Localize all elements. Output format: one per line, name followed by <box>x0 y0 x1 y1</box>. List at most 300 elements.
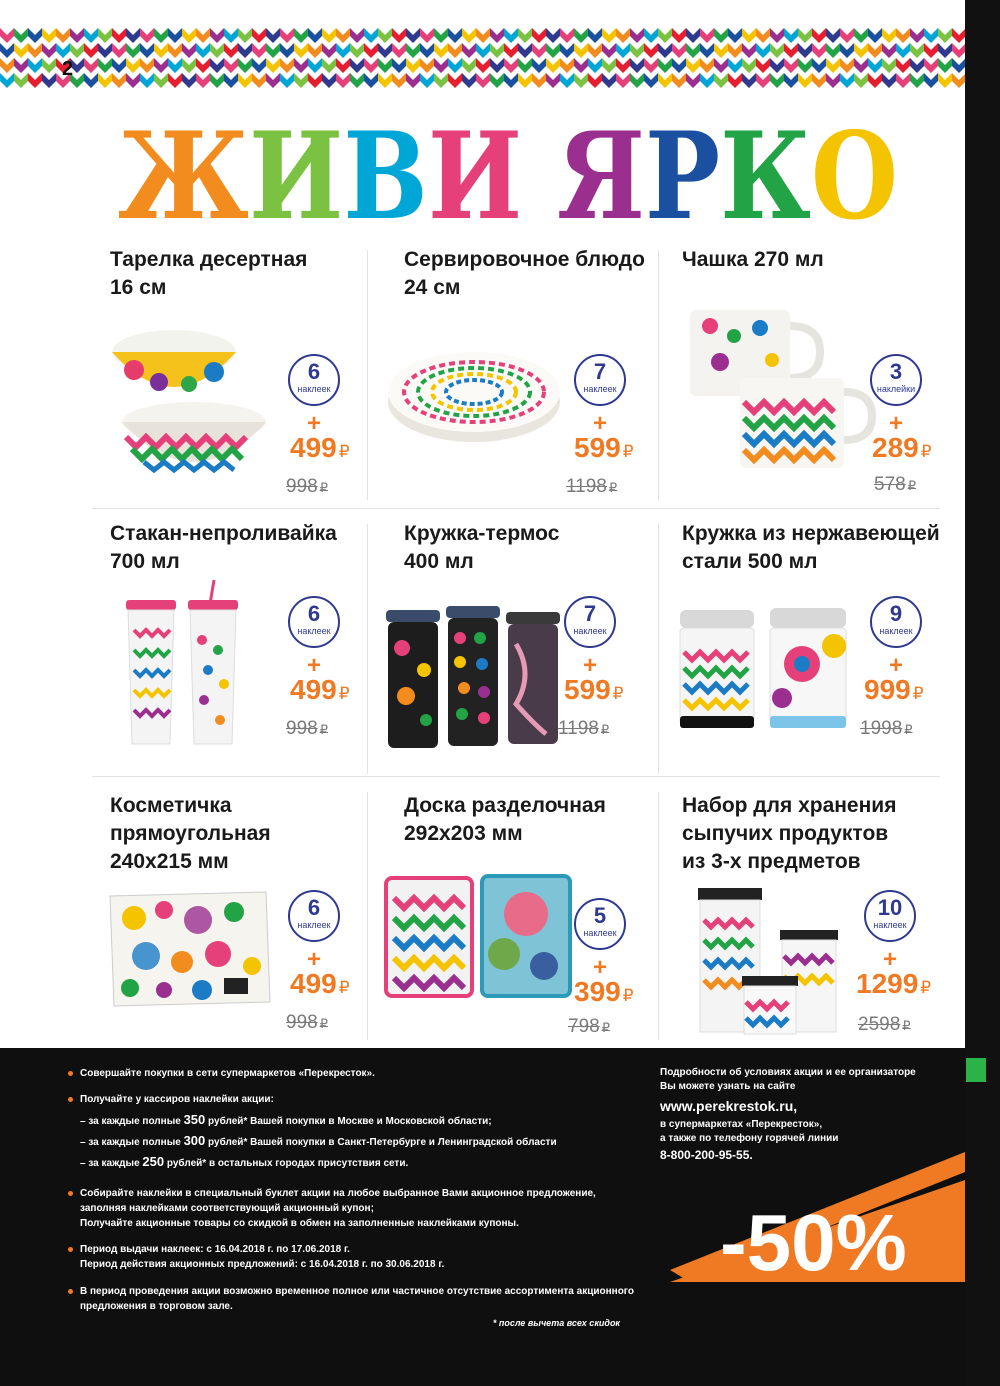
zigzag-segment <box>308 73 322 88</box>
mugs-image <box>684 306 874 476</box>
zigzag-segment <box>546 58 560 73</box>
zigzag-segment <box>546 43 560 58</box>
zigzag-segment <box>406 73 420 88</box>
details-text: Подробности об условиях акции и ее организаторе Вы можете узнать на сайте <box>660 1067 916 1092</box>
zigzag-segment <box>14 28 28 43</box>
zigzag-segment <box>798 28 812 43</box>
stickers-badge <box>864 890 916 942</box>
old-price-value: 998 <box>286 718 318 739</box>
zigzag-segment <box>406 43 420 58</box>
product-title: Чашка 270 мл <box>682 248 824 271</box>
zigzag-segment <box>812 28 826 43</box>
stickers-count: 6 <box>307 601 321 626</box>
zigzag-segment <box>868 58 882 73</box>
zigzag-segment <box>952 58 966 73</box>
zigzag-segment <box>42 73 56 88</box>
zigzag-segment <box>644 73 658 88</box>
price-value: 599 <box>564 674 611 705</box>
zigzag-segment <box>854 58 868 73</box>
currency: ₽ <box>338 978 350 997</box>
price-value: 289 <box>872 432 919 463</box>
zigzag-segment <box>182 43 196 58</box>
zigzag-segment <box>154 43 168 58</box>
zigzag-segment <box>840 28 854 43</box>
zigzag-segment <box>140 73 154 88</box>
bowls-image <box>104 312 264 482</box>
zigzag-segment <box>322 58 336 73</box>
old-price-value: 1198 <box>566 476 607 497</box>
product-card[interactable] <box>664 514 947 784</box>
zigzag-segment <box>658 28 672 43</box>
zigzag-segment <box>308 43 322 58</box>
zigzag-segment <box>308 58 322 73</box>
zigzag-segment <box>56 43 70 58</box>
zigzag-segment <box>826 73 840 88</box>
stickers-word: наклеек <box>297 920 331 930</box>
zigzag-segment <box>308 28 322 43</box>
old-price <box>286 1012 328 1034</box>
plus-sign: + <box>882 946 897 973</box>
zigzag-segment <box>126 73 140 88</box>
zigzag-segment <box>896 73 910 88</box>
zigzag-segment <box>630 73 644 88</box>
zigzag-segment <box>742 58 756 73</box>
zigzag-segment <box>84 43 98 58</box>
zigzag-segment <box>546 28 560 43</box>
stickers-count: 9 <box>889 601 903 626</box>
zigzag-segment <box>350 58 364 73</box>
currency: ₽ <box>622 986 634 1005</box>
stickers-word: наклеек <box>879 626 913 636</box>
zigzag-segment <box>336 58 350 73</box>
terms-text: – за каждые <box>80 1158 143 1169</box>
zigzag-segment <box>98 58 112 73</box>
zigzag-segment <box>882 73 896 88</box>
zigzag-segment <box>658 43 672 58</box>
zigzag-segment <box>378 73 392 88</box>
product-title: Стакан-непроливайка 700 мл <box>110 522 337 573</box>
zigzag-segment <box>518 28 532 43</box>
terms-sub-line <box>80 1112 640 1129</box>
zigzag-segment <box>182 28 196 43</box>
zigzag-segment <box>756 43 770 58</box>
zigzag-segment <box>364 58 378 73</box>
product-card[interactable] <box>384 514 667 784</box>
zigzag-segment <box>910 58 924 73</box>
discount-ribbon <box>670 1142 965 1287</box>
stickers-count: 3 <box>889 359 903 384</box>
zigzag-segment <box>42 43 56 58</box>
zigzag-segment <box>336 43 350 58</box>
product-grid <box>92 240 940 1040</box>
old-price-value: 998 <box>286 476 318 497</box>
zigzag-segment <box>602 43 616 58</box>
cutting-boards-image <box>384 874 574 1004</box>
zigzag-segment <box>518 43 532 58</box>
zigzag-segment <box>770 43 784 58</box>
plus-sign: + <box>306 652 321 679</box>
zigzag-segment <box>238 43 252 58</box>
zigzag-segment <box>882 43 896 58</box>
terms-amount: 350 <box>183 1112 206 1127</box>
old-price <box>558 718 609 740</box>
product-card[interactable] <box>384 786 667 1056</box>
old-price-value: 578 <box>874 474 906 495</box>
zigzag-segment <box>658 73 672 88</box>
zigzag-segment <box>896 28 910 43</box>
zigzag-segment <box>98 28 112 43</box>
zigzag-segment <box>504 58 518 73</box>
zigzag-segment <box>672 58 686 73</box>
zigzag-segment <box>98 73 112 88</box>
zigzag-segment <box>378 58 392 73</box>
old-price <box>286 476 328 498</box>
zigzag-segment <box>490 73 504 88</box>
zigzag-segment <box>294 28 308 43</box>
zigzag-segment <box>420 43 434 58</box>
zigzag-segment <box>798 58 812 73</box>
zigzag-segment <box>42 58 56 73</box>
old-price-value: 1998 <box>860 718 903 739</box>
website-link[interactable]: www.perekrestok.ru, <box>660 1098 798 1114</box>
stickers-count: 7 <box>583 601 597 626</box>
zigzag-segment <box>28 73 42 88</box>
zigzag-segment <box>448 28 462 43</box>
zigzag-segment <box>462 43 476 58</box>
zigzag-segment <box>952 28 966 43</box>
zigzag-segment <box>700 58 714 73</box>
zigzag-segment <box>28 43 42 58</box>
terms-bullet: В период проведения акции возможно временное полное или частичное отсутствие ассортимента акционного предложения в торговом зале. <box>80 1284 640 1314</box>
zigzag-segment <box>868 73 882 88</box>
zigzag-segment <box>532 73 546 88</box>
zigzag-segment <box>504 43 518 58</box>
zigzag-segment <box>378 43 392 58</box>
zigzag-segment <box>434 73 448 88</box>
zigzag-banner <box>0 28 965 90</box>
zigzag-segment <box>350 28 364 43</box>
zigzag-segment <box>364 43 378 58</box>
zigzag-segment <box>462 58 476 73</box>
promo-price <box>290 674 350 706</box>
zigzag-segment <box>420 73 434 88</box>
zigzag-segment <box>798 43 812 58</box>
product-card[interactable] <box>92 240 375 510</box>
plus-sign: + <box>582 652 597 679</box>
zigzag-segment <box>252 43 266 58</box>
zigzag-segment <box>392 43 406 58</box>
zigzag-segment <box>434 28 448 43</box>
zigzag-segment <box>728 58 742 73</box>
zigzag-segment <box>280 58 294 73</box>
zigzag-segment <box>112 28 126 43</box>
price-value: 999 <box>864 674 911 705</box>
currency: ₽ <box>601 1020 610 1035</box>
product-card[interactable] <box>384 240 667 510</box>
zigzag-segment <box>910 73 924 88</box>
zigzag-segment <box>140 43 154 58</box>
stickers-count: 7 <box>593 359 607 384</box>
zigzag-segment <box>686 43 700 58</box>
zigzag-segment <box>0 73 14 88</box>
promo-price <box>290 432 350 464</box>
zigzag-segment <box>364 73 378 88</box>
promo-price <box>864 674 924 706</box>
zigzag-segment <box>140 28 154 43</box>
stickers-badge <box>288 890 340 942</box>
zigzag-segment <box>154 73 168 88</box>
zigzag-segment <box>378 28 392 43</box>
terms-bullet: Период выдачи наклеек: с 16.04.2018 г. по 17.06.2018 г. Период действия акционных предложений: с 16.04.2018 г. по 30.06.2018 г. <box>80 1242 640 1272</box>
zigzag-segment <box>196 28 210 43</box>
product-title: Набор для хранения сыпучих продуктов из 3-х предметов <box>682 794 897 873</box>
zigzag-segment <box>574 28 588 43</box>
zigzag-segment <box>252 58 266 73</box>
zigzag-segment <box>560 28 574 43</box>
zigzag-segment <box>938 58 952 73</box>
zigzag-segment <box>910 28 924 43</box>
zigzag-segment <box>826 43 840 58</box>
zigzag-segment <box>168 43 182 58</box>
zigzag-segment <box>336 28 350 43</box>
zigzag-segment <box>28 28 42 43</box>
zigzag-segment <box>252 28 266 43</box>
stickers-word: наклеек <box>297 384 331 394</box>
old-price <box>568 1016 610 1038</box>
currency: ₽ <box>622 442 634 461</box>
currency: ₽ <box>338 684 350 703</box>
promo-price <box>574 432 634 464</box>
zigzag-segment <box>84 73 98 88</box>
stickers-word: наклеек <box>583 384 617 394</box>
zigzag-segment <box>392 73 406 88</box>
currency: ₽ <box>904 722 913 737</box>
zigzag-segment <box>854 43 868 58</box>
promo-price <box>574 976 634 1008</box>
zigzag-segment <box>280 28 294 43</box>
zigzag-segment <box>336 73 350 88</box>
zigzag-segment <box>504 28 518 43</box>
currency: ₽ <box>338 442 350 461</box>
old-price <box>860 718 913 740</box>
zigzag-segment <box>238 28 252 43</box>
zigzag-segment <box>238 73 252 88</box>
zigzag-segment <box>168 28 182 43</box>
stickers-badge <box>574 898 626 950</box>
hotline-phone: 8-800-200-95-55. <box>660 1148 753 1162</box>
currency: ₽ <box>920 978 932 997</box>
zigzag-segment <box>294 73 308 88</box>
zigzag-segment <box>742 43 756 58</box>
zigzag-segment <box>882 58 896 73</box>
zigzag-segment <box>924 43 938 58</box>
zigzag-segment <box>182 58 196 73</box>
currency: ₽ <box>319 480 328 495</box>
zigzag-segment <box>952 73 966 88</box>
zigzag-segment <box>280 43 294 58</box>
stickers-count: 6 <box>307 895 321 920</box>
right-edge-bar <box>965 0 1000 1386</box>
product-title: Кружка-термос 400 мл <box>404 522 560 573</box>
plus-sign: + <box>592 954 607 981</box>
zigzag-segment <box>644 43 658 58</box>
zigzag-segment <box>322 73 336 88</box>
zigzag-segment <box>896 58 910 73</box>
zigzag-segment <box>490 58 504 73</box>
zigzag-segment <box>714 58 728 73</box>
price-value: 599 <box>574 432 621 463</box>
zigzag-segment <box>518 58 532 73</box>
zigzag-segment <box>784 28 798 43</box>
zigzag-segment <box>924 58 938 73</box>
zigzag-segment <box>406 58 420 73</box>
zigzag-segment <box>630 58 644 73</box>
zigzag-segment <box>280 73 294 88</box>
product-title: Тарелка десертная 16 см <box>110 248 308 299</box>
zigzag-segment <box>154 58 168 73</box>
old-price <box>286 718 328 740</box>
plus-sign: + <box>888 652 903 679</box>
zigzag-segment <box>686 58 700 73</box>
terms-amount: 250 <box>142 1154 165 1169</box>
zigzag-segment <box>672 43 686 58</box>
zigzag-segment <box>574 73 588 88</box>
stickers-word: наклейки <box>876 384 916 394</box>
old-price-value: 1198 <box>558 718 599 739</box>
zigzag-segment <box>182 73 196 88</box>
product-card[interactable] <box>92 514 375 784</box>
product-card[interactable] <box>664 240 947 510</box>
zigzag-segment <box>224 58 238 73</box>
stickers-count: 10 <box>877 895 903 920</box>
zigzag-segment <box>476 28 490 43</box>
zigzag-segment <box>560 43 574 58</box>
zigzag-segment <box>224 73 238 88</box>
zigzag-segment <box>924 28 938 43</box>
zigzag-segment <box>714 28 728 43</box>
terms-text: – за каждые полные <box>80 1116 184 1127</box>
zigzag-segment <box>812 43 826 58</box>
zigzag-segment <box>644 28 658 43</box>
zigzag-segment <box>434 43 448 58</box>
zigzag-segment <box>714 43 728 58</box>
zigzag-segment <box>756 28 770 43</box>
steel-jars-image <box>678 606 858 736</box>
currency: ₽ <box>912 684 924 703</box>
zigzag-segment <box>602 58 616 73</box>
zigzag-segment <box>728 43 742 58</box>
headline <box>118 106 916 247</box>
plus-sign: + <box>306 410 321 437</box>
zigzag-segment <box>434 58 448 73</box>
zigzag-segment <box>560 58 574 73</box>
zigzag-segment <box>756 73 770 88</box>
zigzag-segment <box>392 58 406 73</box>
zigzag-segment <box>672 73 686 88</box>
zigzag-segment <box>490 28 504 43</box>
zigzag-segment <box>70 28 84 43</box>
old-price <box>858 1014 911 1036</box>
zigzag-segment <box>602 73 616 88</box>
currency: ₽ <box>612 684 624 703</box>
zigzag-segment <box>476 73 490 88</box>
zigzag-segment <box>322 43 336 58</box>
zigzag-segment <box>252 73 266 88</box>
zigzag-segment <box>84 58 98 73</box>
stickers-word: наклеек <box>573 626 607 636</box>
zigzag-segment <box>28 58 42 73</box>
zigzag-segment <box>588 28 602 43</box>
zigzag-segment <box>938 73 952 88</box>
zigzag-segment <box>742 28 756 43</box>
zigzag-segment <box>658 58 672 73</box>
currency: ₽ <box>319 722 328 737</box>
product-card[interactable] <box>664 786 947 1056</box>
discount-label: -50% <box>720 1198 907 1287</box>
zigzag-segment <box>154 28 168 43</box>
zigzag-segment <box>574 43 588 58</box>
zigzag-segment <box>728 73 742 88</box>
zigzag-segment <box>14 43 28 58</box>
zigzag-segment <box>350 43 364 58</box>
price-value: 499 <box>290 968 337 999</box>
zigzag-segment <box>168 58 182 73</box>
zigzag-segment <box>784 73 798 88</box>
zigzag-segment <box>742 73 756 88</box>
zigzag-segment <box>602 28 616 43</box>
currency: ₽ <box>608 480 618 495</box>
zigzag-segment <box>462 28 476 43</box>
zigzag-segment <box>14 58 28 73</box>
zigzag-segment <box>420 58 434 73</box>
zigzag-segment <box>868 43 882 58</box>
old-price-value: 798 <box>568 1016 600 1037</box>
zigzag-segment <box>854 28 868 43</box>
zigzag-segment <box>630 28 644 43</box>
zigzag-segment <box>112 43 126 58</box>
zigzag-segment <box>714 73 728 88</box>
promo-price <box>856 968 931 1000</box>
zigzag-segment <box>826 28 840 43</box>
zigzag-segment <box>812 58 826 73</box>
terms-text: – за каждые полные <box>80 1137 184 1148</box>
zigzag-segment <box>392 28 406 43</box>
cosmetic-bag-image <box>106 890 276 1010</box>
zigzag-segment <box>798 73 812 88</box>
zigzag-segment <box>84 28 98 43</box>
stickers-count: 6 <box>307 359 321 384</box>
zigzag-segment <box>210 28 224 43</box>
stickers-word: наклеек <box>297 626 331 636</box>
zigzag-segment <box>238 58 252 73</box>
zigzag-segment <box>532 28 546 43</box>
zigzag-segment <box>364 28 378 43</box>
plus-sign: + <box>592 410 607 437</box>
zigzag-segment <box>588 73 602 88</box>
zigzag-segment <box>700 28 714 43</box>
product-card[interactable] <box>92 786 375 1056</box>
zigzag-segment <box>826 58 840 73</box>
zigzag-segment <box>854 73 868 88</box>
zigzag-segment <box>126 43 140 58</box>
currency: ₽ <box>920 442 932 461</box>
currency: ₽ <box>902 1018 911 1033</box>
promo-price <box>290 968 350 1000</box>
stickers-badge <box>870 354 922 406</box>
zigzag-segment <box>938 28 952 43</box>
zigzag-segment <box>882 28 896 43</box>
zigzag-segment <box>210 43 224 58</box>
